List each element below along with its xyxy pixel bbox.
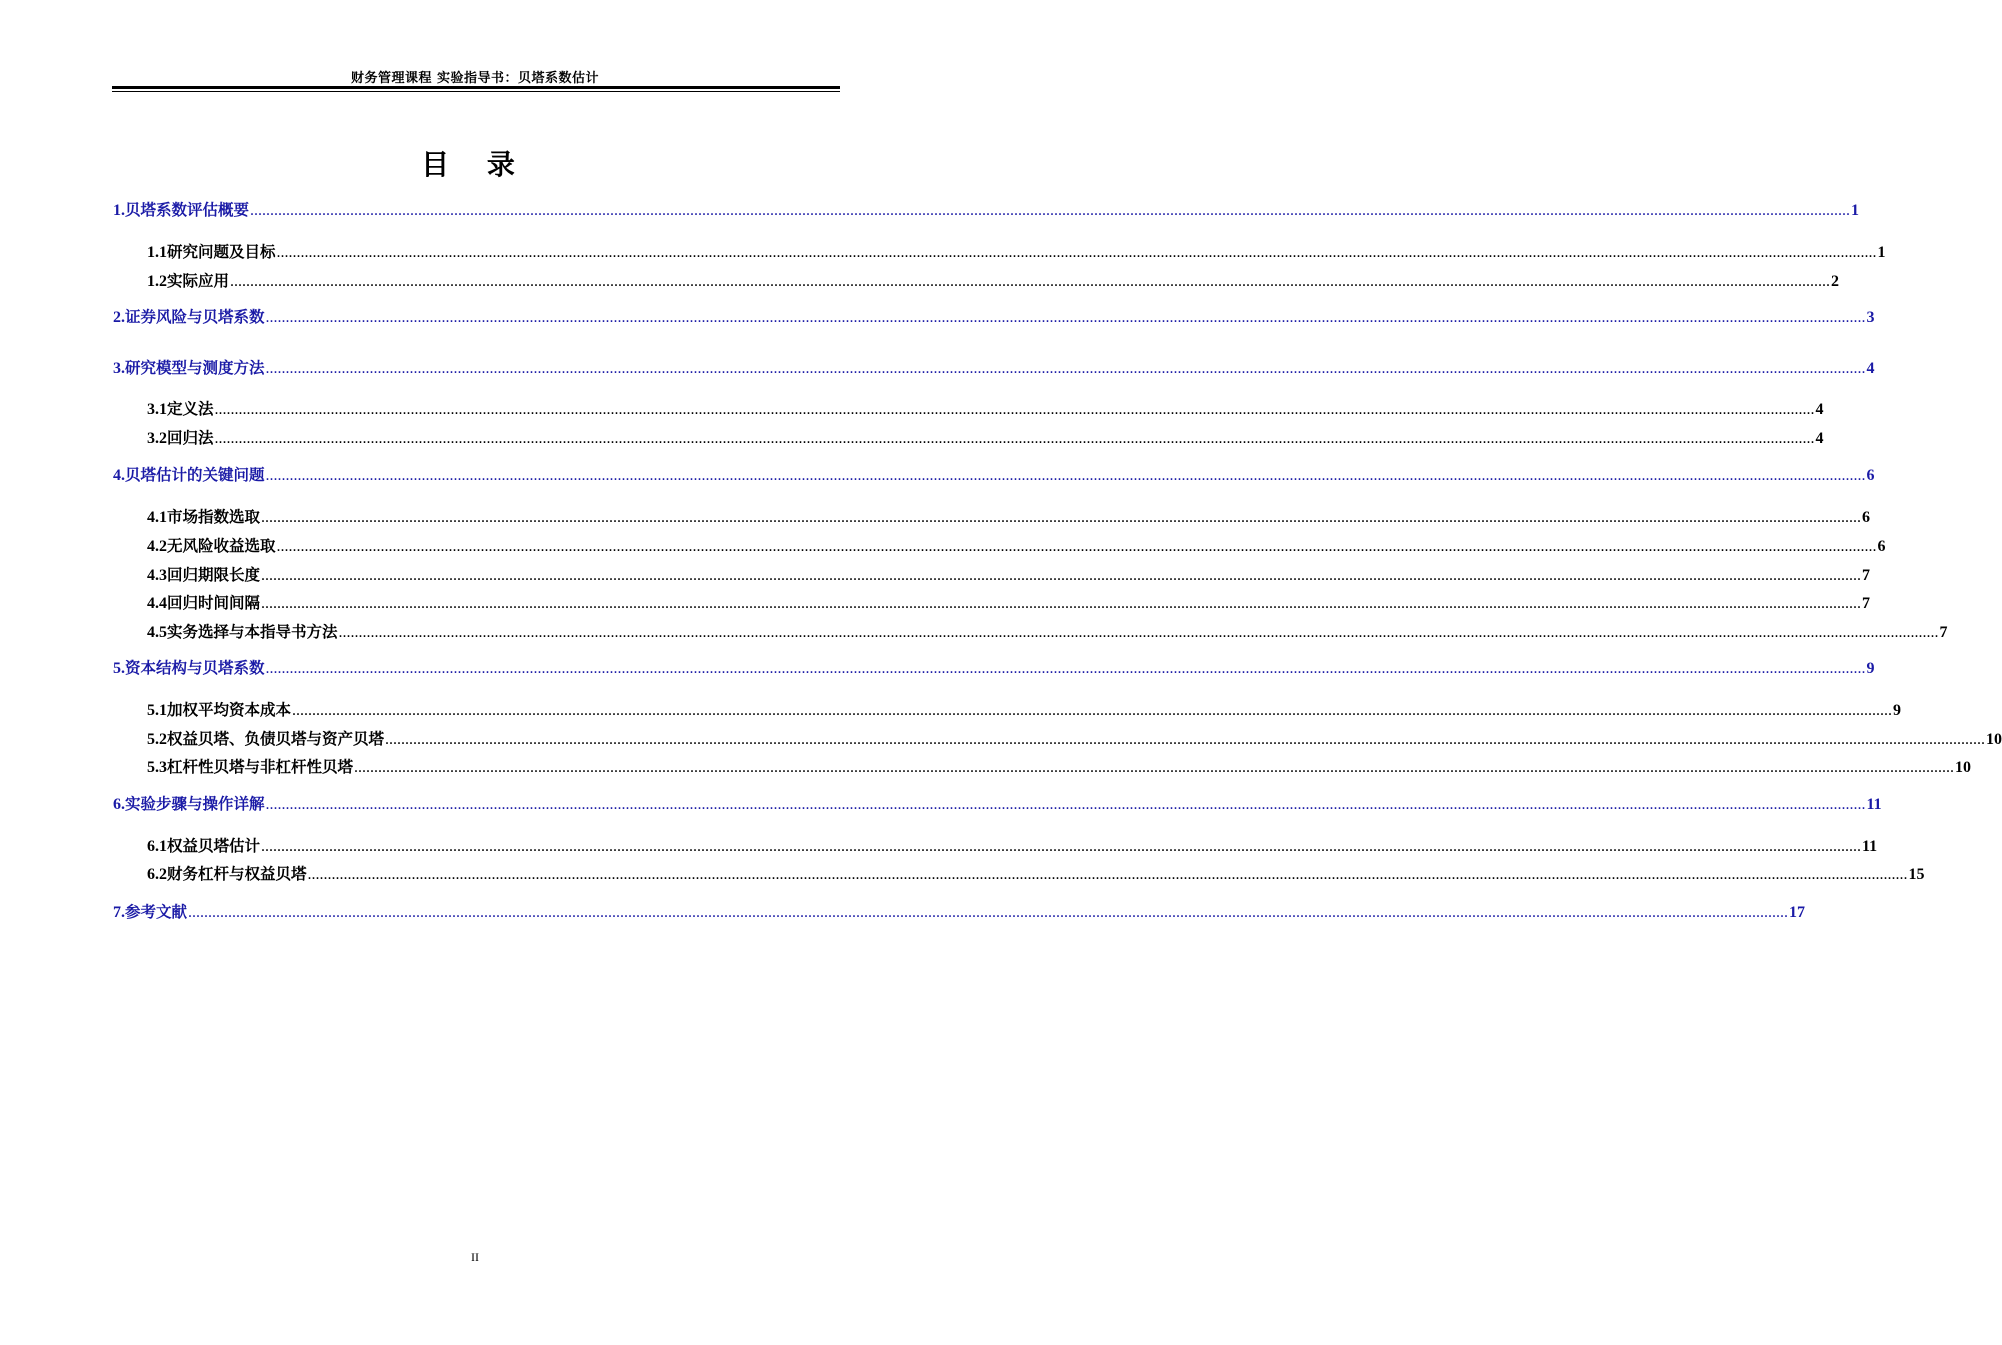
toc-entry-page: 17 (1789, 904, 1806, 921)
toc-entry-label: 市场指数选取 (167, 508, 261, 526)
toc-entry-number: 6.2 (147, 866, 167, 883)
toc-entry-page: 7 (1862, 567, 1871, 584)
toc-entry-section[interactable] (147, 755, 1972, 777)
toc-entry-page: 10 (1986, 731, 2002, 748)
toc-entry-label: 参考文献 (125, 903, 188, 921)
toc-dot-leader: ................................................................................................................................................................................................................................................................................................................................................................................................................ (385, 731, 1986, 748)
toc-entry-number: 4. (113, 467, 125, 484)
toc-entry-number: 1.2 (147, 273, 167, 290)
toc-entry-section[interactable] (147, 698, 1902, 720)
toc-entry-page: 3 (1866, 309, 1875, 326)
toc-entry-chapter[interactable] (113, 656, 1875, 678)
toc-entry-page: 7 (1939, 624, 1948, 641)
toc-entry-page: 4 (1866, 360, 1875, 377)
toc-entry-section[interactable] (147, 397, 1824, 419)
toc-entry-number: 5.1 (147, 702, 167, 719)
toc-title: 目 录 (421, 148, 529, 181)
toc-entry-number: 7. (113, 904, 125, 921)
toc-entry-page: 9 (1893, 702, 1902, 719)
toc-entry-page: 6 (1866, 467, 1875, 484)
toc-dot-leader: ................................................................................................................................................................................................................................................................................................................................................................................................................ (276, 244, 1877, 261)
toc-entry-page: 11 (1866, 796, 1882, 813)
toc-entry-page: 4 (1815, 430, 1824, 447)
toc-dot-leader: ................................................................................................................................................................................................................................................................................................................................................................................................................ (265, 309, 1866, 326)
toc-entry-label: 加权平均资本成本 (167, 701, 292, 719)
toc-dot-leader: ................................................................................................................................................................................................................................................................................................................................................................................................................ (250, 202, 1851, 219)
toc-entry-number: 5.2 (147, 731, 167, 748)
toc-entry-section[interactable] (147, 269, 1840, 291)
toc-dot-leader: ................................................................................................................................................................................................................................................................................................................................................................................................................ (214, 430, 1815, 447)
toc-entry-number: 5. (113, 660, 125, 677)
toc-entry-number: 6.1 (147, 838, 167, 855)
toc-entry-number: 1. (113, 202, 125, 219)
toc-dot-leader: ................................................................................................................................................................................................................................................................................................................................................................................................................ (261, 509, 1862, 526)
toc-entry-page: 7 (1862, 595, 1871, 612)
toc-entry-number: 4.3 (147, 567, 167, 584)
toc-dot-leader: ................................................................................................................................................................................................................................................................................................................................................................................................................ (276, 538, 1877, 555)
toc-entry-number: 3. (113, 360, 125, 377)
toc-entry-section[interactable] (147, 426, 1824, 448)
toc-entry-chapter[interactable] (113, 463, 1875, 485)
toc-entry-label: 定义法 (167, 400, 214, 418)
toc-entry-section[interactable] (147, 563, 1871, 585)
toc-entry-page: 11 (1862, 838, 1878, 855)
toc-dot-leader: ................................................................................................................................................................................................................................................................................................................................................................................................................ (261, 595, 1862, 612)
toc-entry-section[interactable] (147, 620, 1948, 642)
toc-dot-leader: ................................................................................................................................................................................................................................................................................................................................................................................................................ (307, 866, 1908, 883)
toc-entry-number: 3.1 (147, 401, 167, 418)
toc-entry-label: 证券风险与贝塔系数 (125, 308, 265, 326)
toc-entry-number: 4.5 (147, 624, 167, 641)
running-header: 财务管理课程 实验指导书：贝塔系数估计 (350, 71, 600, 86)
toc-entry-number: 4.4 (147, 595, 167, 612)
toc-entry-page: 2 (1831, 273, 1840, 290)
toc-entry-number: 2. (113, 309, 125, 326)
toc-entry-label: 回归时间间隔 (167, 594, 261, 612)
toc-entry-page: 1 (1877, 244, 1886, 261)
toc-dot-leader: ................................................................................................................................................................................................................................................................................................................................................................................................................ (338, 624, 1939, 641)
toc-entry-label: 实验步骤与操作详解 (125, 795, 265, 813)
toc-entry-section[interactable] (147, 834, 1878, 856)
toc-entry-label: 权益贝塔、负债贝塔与资产贝塔 (167, 730, 385, 748)
toc-entry-page: 1 (1851, 202, 1860, 219)
toc-entry-page: 10 (1955, 759, 1972, 776)
toc-entry-label: 杠杆性贝塔与非杠杆性贝塔 (167, 758, 354, 776)
toc-entry-label: 研究模型与测度方法 (125, 359, 265, 377)
toc-entry-section[interactable] (147, 862, 1925, 884)
toc-dot-leader: ................................................................................................................................................................................................................................................................................................................................................................................................................ (230, 273, 1831, 290)
toc-entry-section[interactable] (147, 534, 1886, 556)
toc-dot-leader: ................................................................................................................................................................................................................................................................................................................................................................................................................ (265, 660, 1866, 677)
toc-entry-number: 5.3 (147, 759, 167, 776)
toc-dot-leader: ................................................................................................................................................................................................................................................................................................................................................................................................................ (265, 467, 1866, 484)
toc-entry-page: 4 (1815, 401, 1824, 418)
toc-entry-section[interactable] (147, 505, 1871, 527)
toc-entry-chapter[interactable] (113, 305, 1875, 327)
toc-entry-chapter[interactable] (113, 356, 1875, 378)
toc-entry-label: 贝塔估计的关键问题 (125, 466, 265, 484)
toc-entry-label: 贝塔系数评估概要 (125, 201, 250, 219)
toc-entry-label: 权益贝塔估计 (167, 837, 261, 855)
toc-dot-leader: ................................................................................................................................................................................................................................................................................................................................................................................................................ (265, 796, 1866, 813)
toc-dot-leader: ................................................................................................................................................................................................................................................................................................................................................................................................................ (354, 759, 1955, 776)
toc-entry-page: 9 (1866, 660, 1875, 677)
toc-entry-label: 回归期限长度 (167, 566, 261, 584)
toc-entry-chapter[interactable] (113, 792, 1882, 814)
toc-entry-label: 财务杠杆与权益贝塔 (167, 865, 307, 883)
toc-entry-label: 回归法 (167, 429, 214, 447)
toc-entry-section[interactable] (147, 727, 2002, 749)
page-number: II (471, 1250, 479, 1264)
toc-entry-page: 6 (1862, 509, 1871, 526)
toc-entry-section[interactable] (147, 591, 1871, 613)
toc-dot-leader: ................................................................................................................................................................................................................................................................................................................................................................................................................ (261, 567, 1862, 584)
toc-entry-chapter[interactable] (113, 900, 1806, 922)
toc-dot-leader: ................................................................................................................................................................................................................................................................................................................................................................................................................ (214, 401, 1815, 418)
toc-entry-chapter[interactable] (113, 198, 1860, 220)
toc-entry-page: 6 (1877, 538, 1886, 555)
toc-entry-label: 实际应用 (167, 272, 230, 290)
toc-dot-leader: ................................................................................................................................................................................................................................................................................................................................................................................................................ (292, 702, 1893, 719)
toc-dot-leader: ................................................................................................................................................................................................................................................................................................................................................................................................................ (265, 360, 1866, 377)
toc-entry-number: 4.2 (147, 538, 167, 555)
toc-entry-number: 3.2 (147, 430, 167, 447)
toc-dot-leader: ................................................................................................................................................................................................................................................................................................................................................................................................................ (188, 904, 1789, 921)
toc-entry-label: 实务选择与本指导书方法 (167, 623, 338, 641)
toc-entry-label: 资本结构与贝塔系数 (125, 659, 265, 677)
toc-dot-leader: ................................................................................................................................................................................................................................................................................................................................................................................................................ (261, 838, 1862, 855)
toc-entry-number: 1.1 (147, 244, 167, 261)
toc-entry-number: 4.1 (147, 509, 167, 526)
toc-entry-section[interactable] (147, 240, 1886, 262)
toc-entry-page: 15 (1908, 866, 1925, 883)
toc-entry-label: 无风险收益选取 (167, 537, 276, 555)
toc-entry-label: 研究问题及目标 (167, 243, 276, 261)
toc-entry-number: 6. (113, 796, 125, 813)
